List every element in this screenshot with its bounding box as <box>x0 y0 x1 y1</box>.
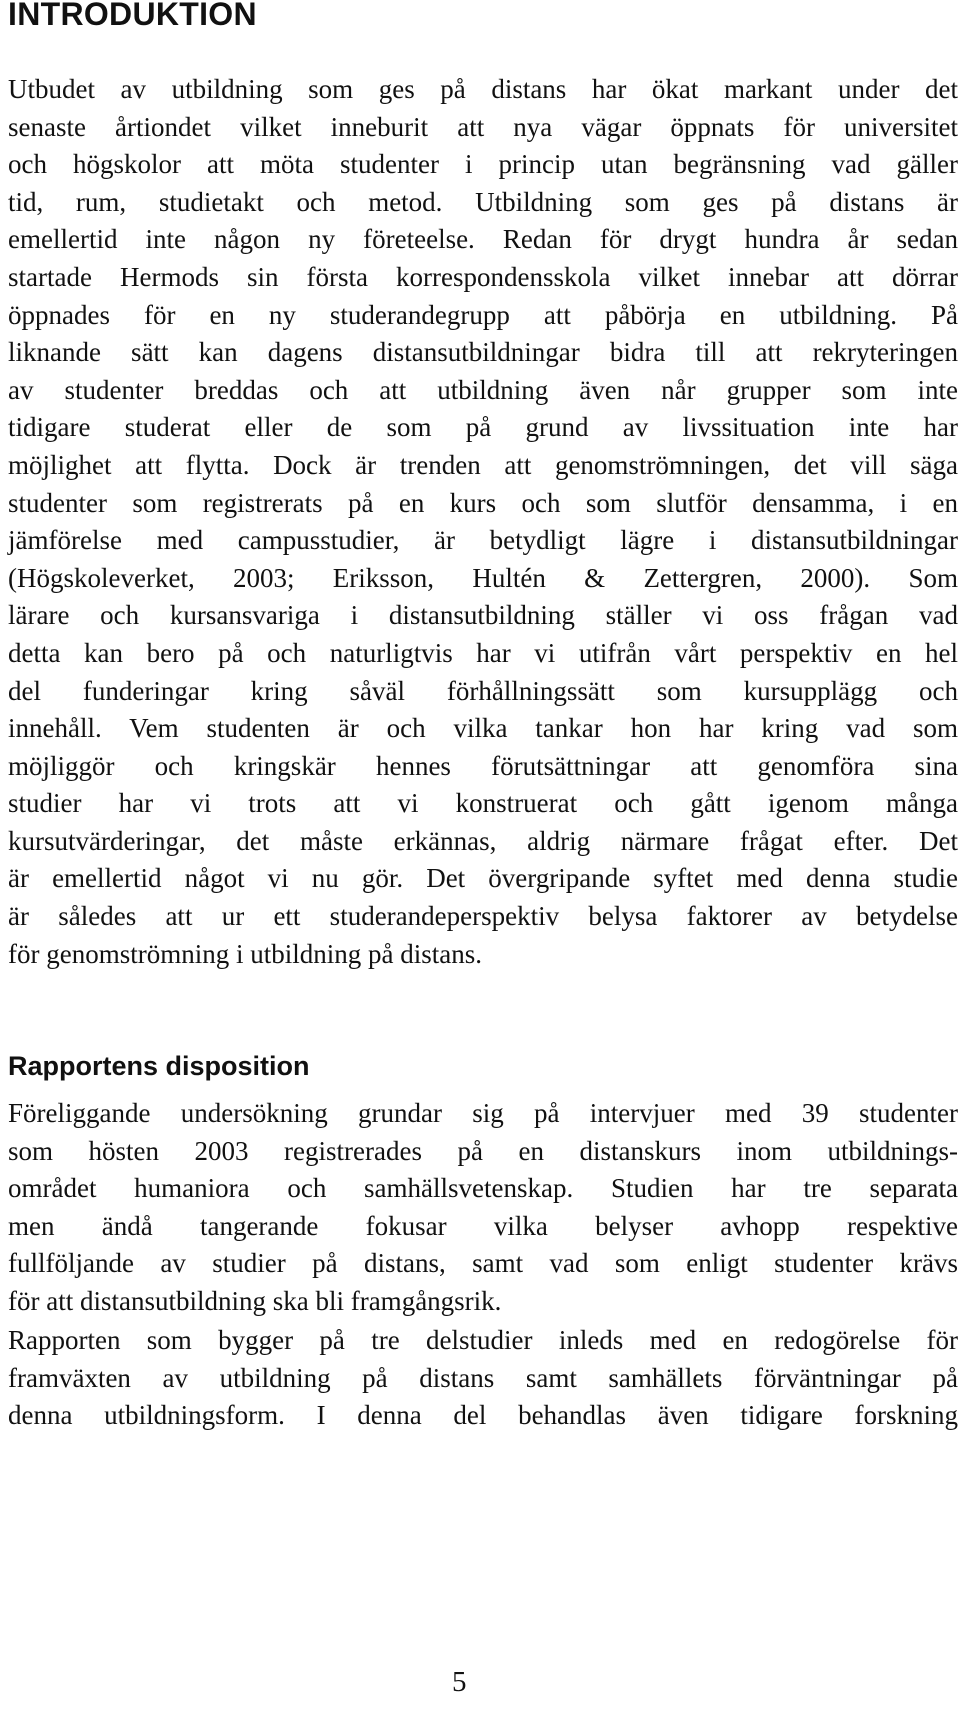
text-line: Rapporten som bygger på tre delstudier inleds med en redogörelse för <box>8 1325 958 1355</box>
subsection-heading: Rapportens disposition <box>8 1051 310 1081</box>
text-line: för genomströmning i utbildning på distans. <box>8 938 482 969</box>
text-line: för att distansutbildning ska bli framgångsrik. <box>8 1285 502 1316</box>
intro-paragraph <box>8 71 958 973</box>
text-line: möjlighet att flytta. Dock är trenden att genomströmningen, det vill säga <box>8 449 958 480</box>
text-line: detta kan bero på och naturligtvis har vi utifrån vårt perspektiv en hel <box>8 637 958 668</box>
disposition-paragraph <box>8 1095 958 1321</box>
text-line: av studenter breddas och att utbildning även når grupper som inte <box>8 374 958 405</box>
text-line: tid, rum, studietakt och metod. Utbildning som ges på distans är <box>8 186 958 217</box>
text-line: lärare och kursansvariga i distansutbildning ställer vi oss frågan vad <box>8 600 958 631</box>
text-line: kursutvärderingar, det måste erkännas, aldrig närmare frågat efter. Det <box>8 825 958 856</box>
text-line: området humaniora och samhällsvetenskap. Studien har tre separata <box>8 1173 958 1204</box>
text-line: jämförelse med campusstudier, är betydligt lägre i distansutbildningar <box>8 525 958 556</box>
text-line: studenter som registrerats på en kurs och som slutför densamma, i en <box>8 487 958 518</box>
text-line: Utbudet av utbildning som ges på distans har ökat markant under det <box>8 74 958 104</box>
section-heading: INTRODUKTION <box>8 0 257 32</box>
text-line: och högskolor att möta studenter i princip utan begränsning vad gäller <box>8 149 958 180</box>
text-line: är således att ur ett studerandeperspektiv belysa faktorer av betydelse <box>8 901 958 932</box>
text-line: del funderingar kring såväl förhållningssätt som kursupplägg och <box>8 675 958 706</box>
text-line: senaste årtiondet vilket inneburit att nya vägar öppnats för universitet <box>8 111 958 142</box>
text-line: men ändå tangerande fokusar vilka belyser avhopp respektive <box>8 1210 958 1241</box>
text-line: som hösten 2003 registrerades på en distanskurs inom utbildnings- <box>8 1135 958 1166</box>
text-line: studier har vi trots att vi konstruerat och gått igenom många <box>8 788 958 819</box>
page-number: 5 <box>452 1666 467 1698</box>
text-line: (Högskoleverket, 2003; Eriksson, Hultén & Zettergren, 2000). Som <box>8 562 958 593</box>
text-line: framväxten av utbildning på distans samt samhällets förväntningar på <box>8 1362 958 1393</box>
text-line: möjliggör och kringskär hennes förutsättningar att genomföra sina <box>8 750 958 781</box>
text-line: är emellertid något vi nu gör. Det övergripande syftet med denna studie <box>8 863 958 894</box>
report-paragraph <box>8 1322 958 1435</box>
text-line: öppnades för en ny studerandegrupp att påbörja en utbildning. På <box>8 299 958 330</box>
text-line: Föreliggande undersökning grundar sig på intervjuer med 39 studenter <box>8 1098 958 1128</box>
text-line: fullföljande av studier på distans, samt vad som enligt studenter krävs <box>8 1248 958 1279</box>
text-line: tidigare studerat eller de som på grund av livssituation inte har <box>8 412 958 443</box>
text-line: innehåll. Vem studenten är och vilka tankar hon har kring vad som <box>8 713 958 744</box>
text-line: liknande sätt kan dagens distansutbildningar bidra till att rekryteringen <box>8 337 958 368</box>
text-line: emellertid inte någon ny företeelse. Redan för drygt hundra år sedan <box>8 224 958 255</box>
text-line: denna utbildningsform. I denna del behandlas även tidigare forskning <box>8 1400 958 1431</box>
text-line: startade Hermods sin första korrespondensskola vilket innebar att dörrar <box>8 261 958 292</box>
